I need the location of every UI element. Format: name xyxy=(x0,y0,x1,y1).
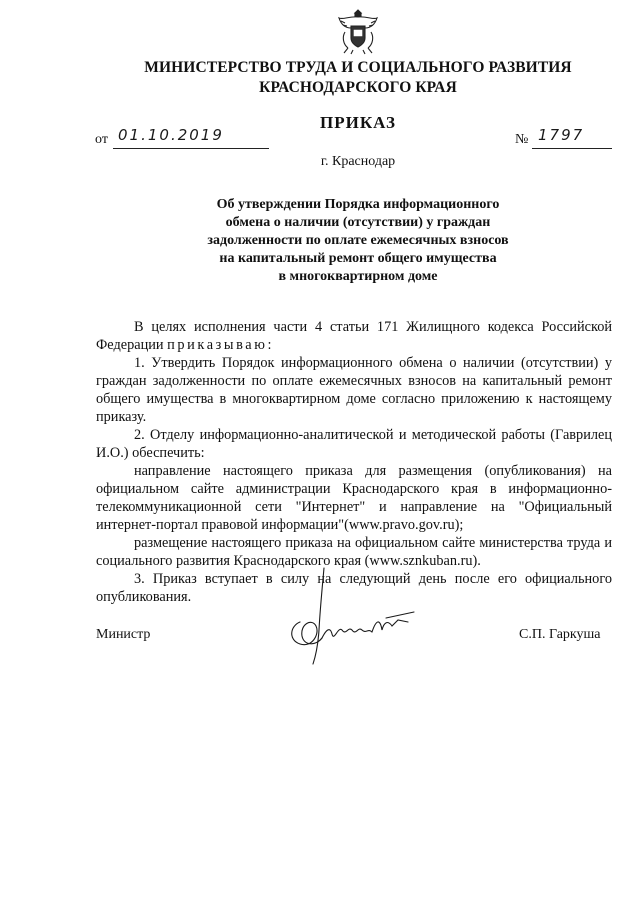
ministry-line-2: КРАСНОДАРСКОГО КРАЯ xyxy=(259,79,457,96)
ministry-line-1: МИНИСТЕРСТВО ТРУДА И СОЦИАЛЬНОГО РАЗВИТИЯ xyxy=(144,59,572,76)
ministry-name xyxy=(0,58,640,98)
subject-line: обмена о наличии (отсутствии) у граждан xyxy=(225,215,491,230)
subject-line: задолженности по оплате ежемесячных взносов xyxy=(207,233,509,248)
date-value: 01.10.2019 xyxy=(118,126,224,144)
order-subject xyxy=(160,196,556,286)
intro-paragraph xyxy=(96,318,612,354)
coat-of-arms-emblem xyxy=(335,6,381,56)
subject-line: на капитальный ремонт общего имущества xyxy=(219,251,497,266)
city: г. Краснодар xyxy=(320,154,396,169)
paragraph-1: 1. Утвердить Порядок информационного обмена о наличии (отсутствии) у граждан задолженности по оплате ежемесячных взносов на капитальный ремонт общего имущества в многоквартирном доме согласно приложению к настоящему приказу. xyxy=(96,355,612,425)
decree-word: приказываю: xyxy=(167,337,275,353)
paragraph-2a: направление настоящего приказа для размещения (опубликования) на официальном сайте администрации Краснодарского края в информационно-телекоммуникационной сети "Интернет" и направление на "Официальный интернет-портал правовой информации"(www.pravo.gov.ru); xyxy=(96,463,612,533)
signatory-name: С.П. Гаркуша xyxy=(519,627,601,642)
date-label: от xyxy=(95,132,108,147)
paragraph-2: 2. Отделу информационно-аналитической и методической работы (Гаврилец И.О.) обеспечить: xyxy=(96,427,612,461)
subject-line: Об утверждении Порядка информационного xyxy=(216,197,500,212)
order-number-value: 1797 xyxy=(538,126,585,144)
intro-text: В целях исполнения части 4 статьи 171 Жилищного кодекса Российской Федерации xyxy=(96,319,612,353)
paragraph-3: 3. Приказ вступает в силу на следующий день после его официального опубликования. xyxy=(96,571,612,605)
paragraph-2b: размещение настоящего приказа на официальном сайте министерства труда и социального развития Краснодарского края (www.sznkuban.ru). xyxy=(96,535,612,569)
document-title: ПРИКАЗ xyxy=(320,113,396,132)
signatory-position: Министр xyxy=(96,627,151,642)
handwritten-signature xyxy=(286,560,416,670)
number-label: № xyxy=(515,132,529,147)
subject-line: в многоквартирном доме xyxy=(278,269,438,284)
